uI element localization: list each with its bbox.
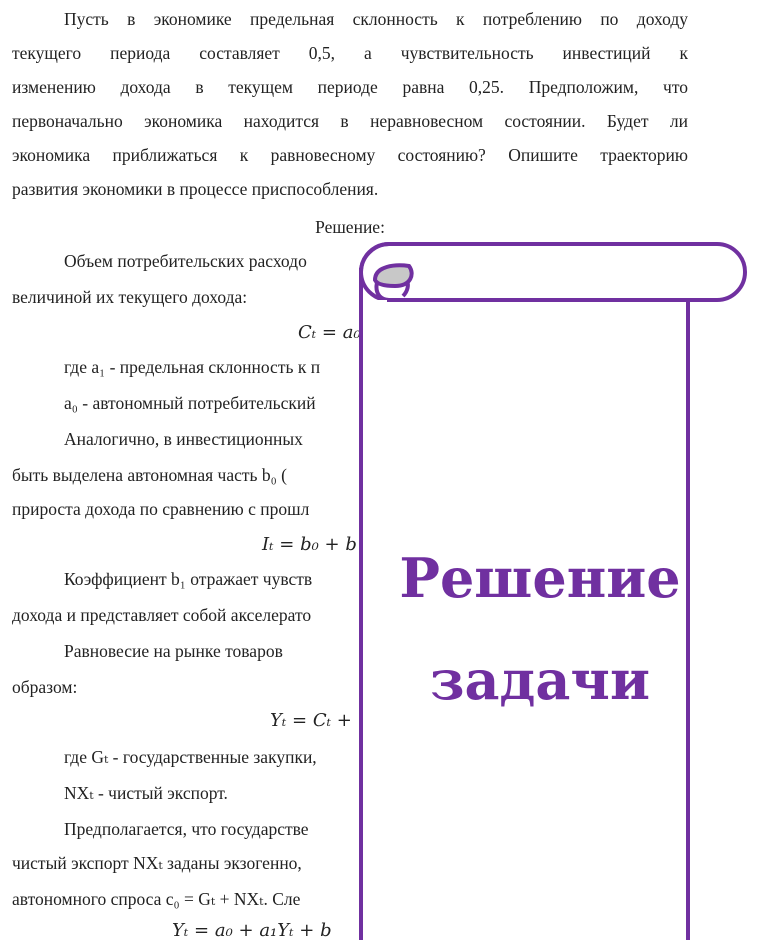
text-line: быть выделена автономная часть b₀ (: [12, 465, 287, 485]
text-line: развития экономики в процессе приспособления.: [12, 179, 379, 199]
text-line: Аналогично, в инвестиционных: [64, 429, 303, 449]
text-line: величиной их текущего дохода:: [12, 287, 248, 307]
formula-equilibrium: Yₜ = Cₜ +: [270, 710, 352, 731]
text-line: первоначально экономика находится в неравновесном состоянии. Будет ли: [12, 111, 688, 131]
overlay-title-line1: Решение: [399, 546, 681, 610]
scroll-banner: [355, 240, 755, 940]
solution-heading: Решение:: [315, 217, 385, 237]
text-line: где a₁ - предельная склонность к п: [64, 357, 321, 377]
text-line: Равновесие на рынке товаров: [64, 641, 283, 661]
text-line: Объем потребительских расходо: [64, 251, 307, 271]
text-line: чистый экспорт NXₜ заданы экзогенно,: [12, 853, 302, 873]
formula-cut: Yₜ = a₀ + a₁Yₜ + b: [172, 920, 332, 941]
text-line: Пусть в экономике предельная склонность к потреблению по доходу: [64, 9, 688, 29]
text-line: экономика приближаться к равновесному состоянию? Опишите траекторию: [12, 145, 688, 165]
overlay-title-line2: задачи: [429, 648, 650, 712]
text-line: где Gₜ - государственные закупки,: [64, 747, 317, 767]
text-line: изменению дохода в текущем периоде равна 0,25. Предположим, что: [12, 77, 688, 97]
text-line: Коэффициент b₁ отражает чувств: [64, 569, 313, 589]
text-line: образом:: [12, 677, 78, 697]
text-line: текущего периода составляет 0,5, а чувствительность инвестиций к: [12, 43, 688, 63]
text-line: Предполагается, что государстве: [64, 819, 309, 839]
text-line: NXₜ - чистый экспорт.: [64, 783, 228, 803]
formula-investment: Iₜ = b₀ + b: [262, 534, 357, 555]
text-line: прироста дохода по сравнению с прошл: [12, 499, 310, 519]
formula-consumption: Cₜ = a₀: [298, 322, 361, 343]
text-line: a₀ - автономный потребительский: [64, 393, 316, 413]
text-line: дохода и представляет собой акселерато: [12, 605, 312, 625]
text-line: автономного спроса c₀ = Gₜ + NXₜ. Сле: [12, 889, 301, 909]
